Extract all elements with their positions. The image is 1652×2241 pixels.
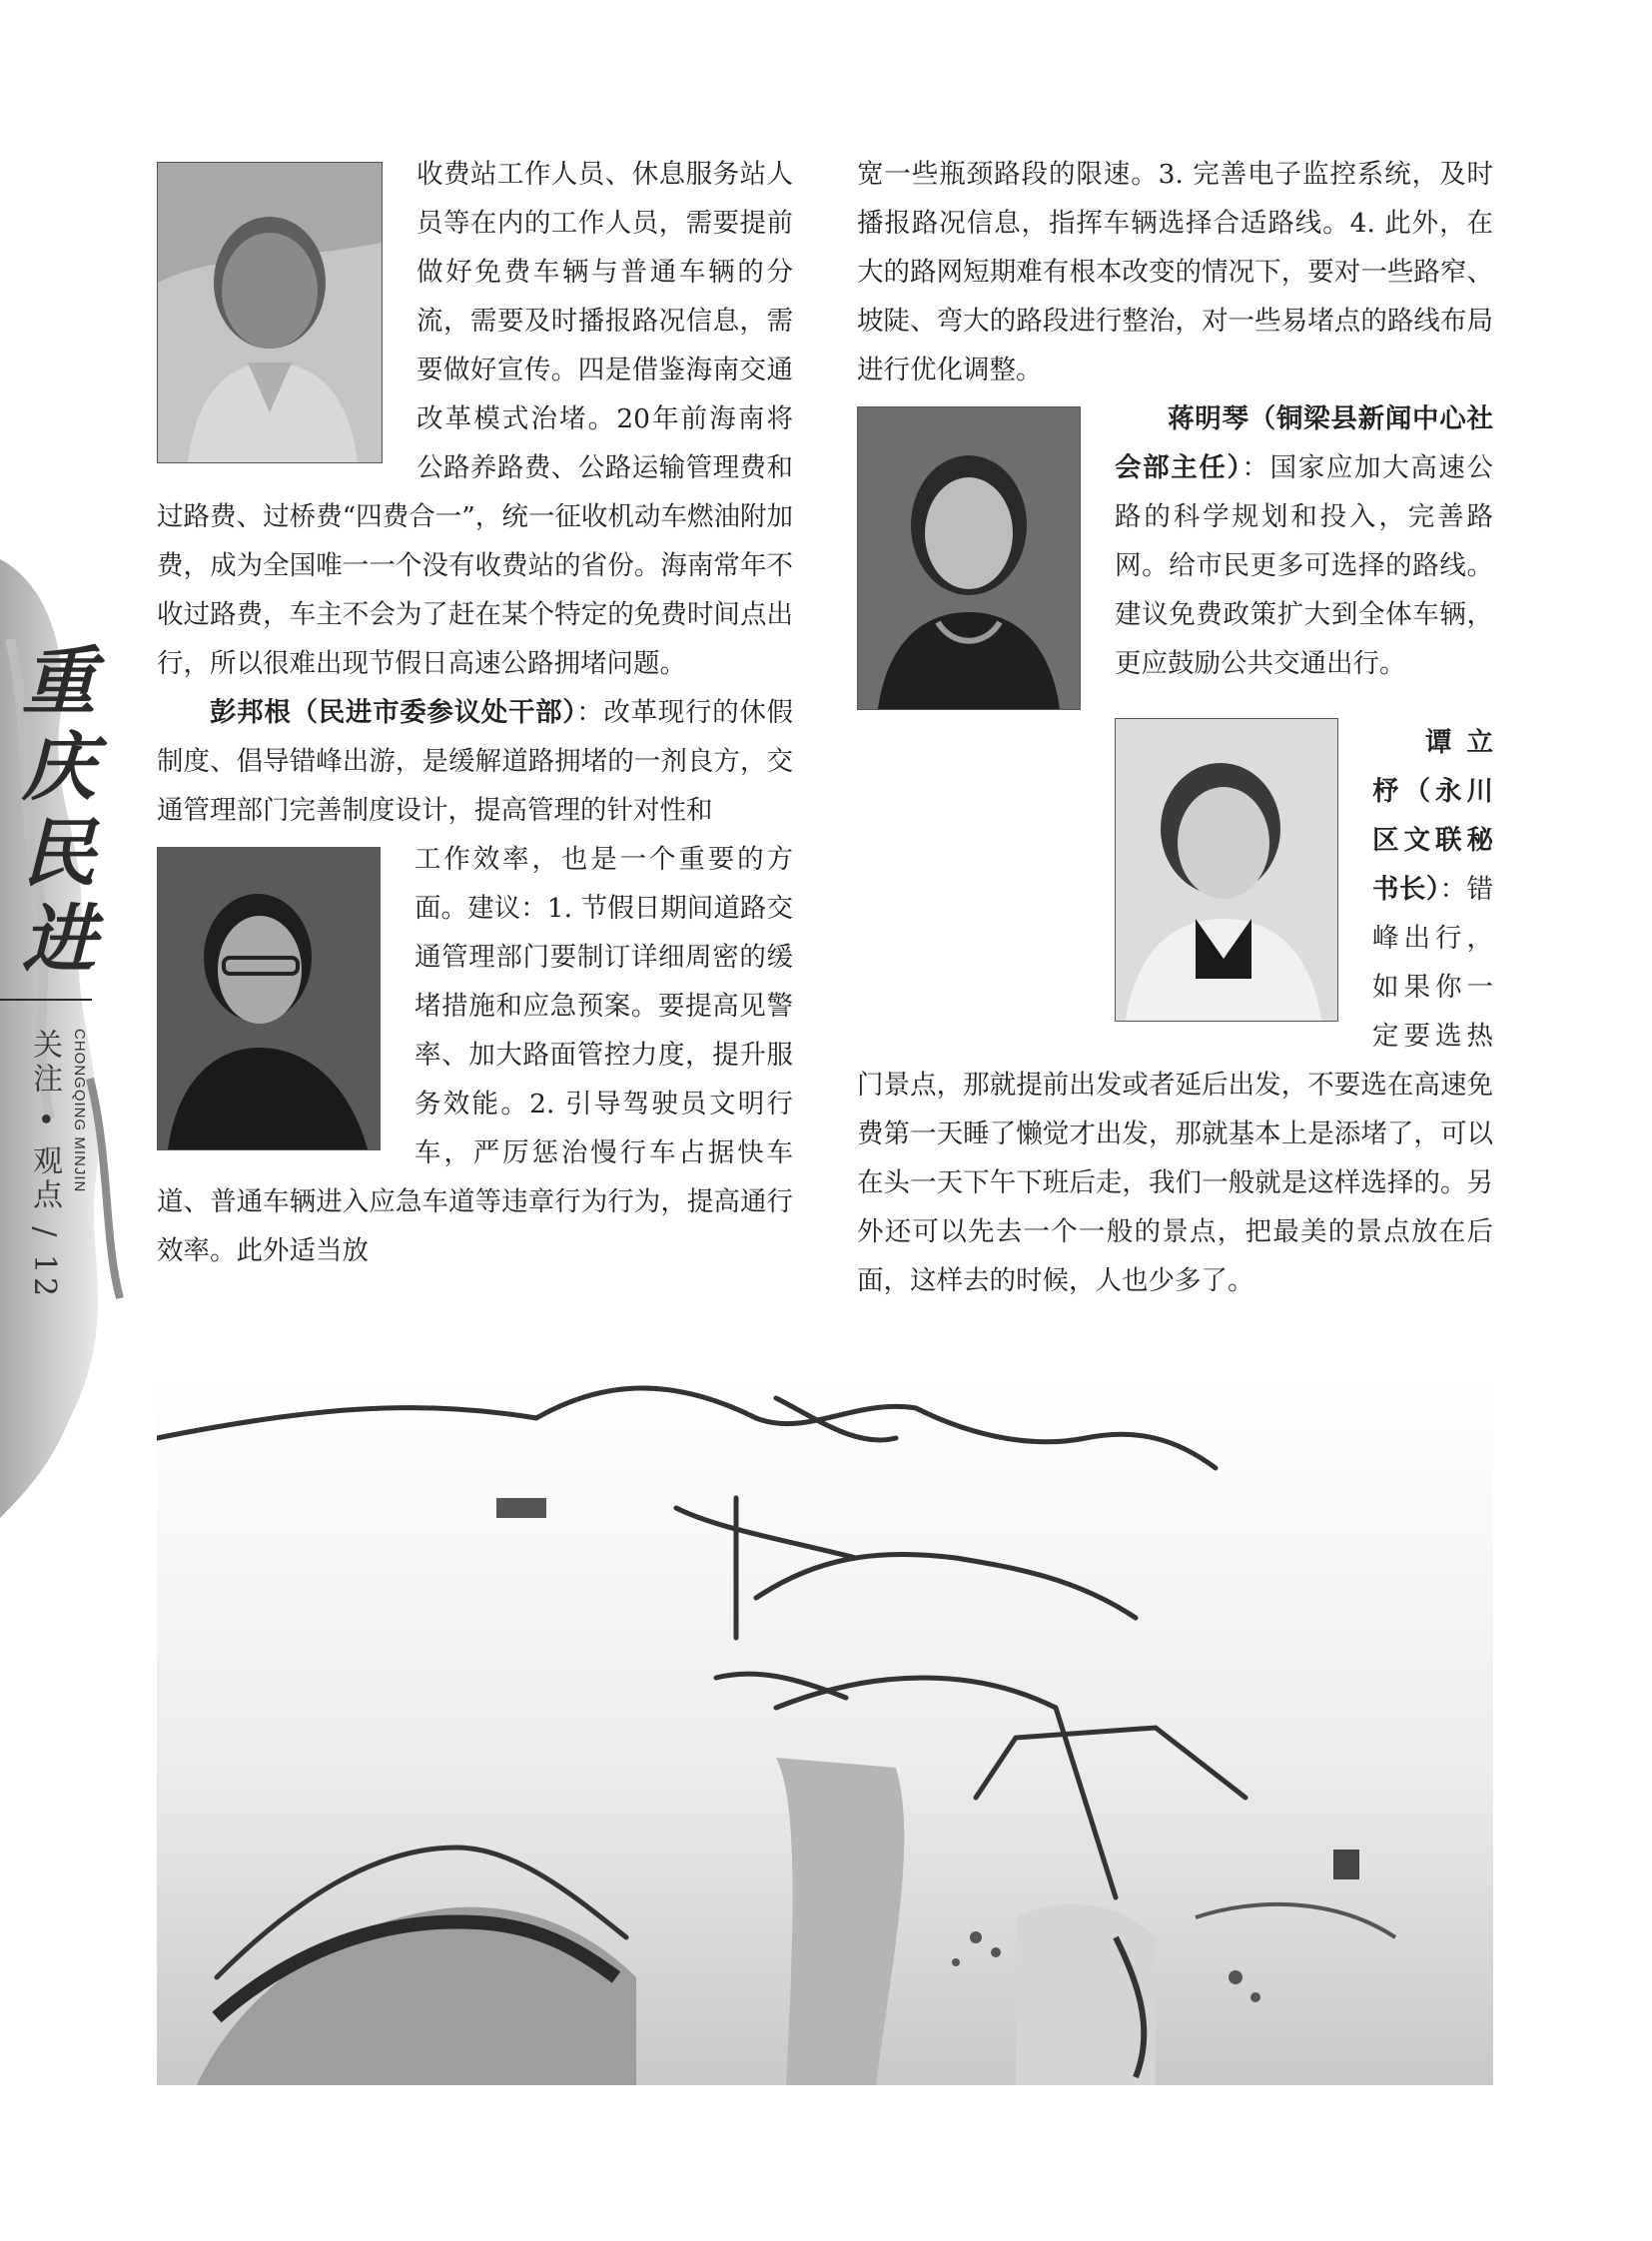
magazine-masthead (14, 639, 104, 983)
portrait-illustration (858, 407, 1080, 709)
masthead-char: 庆 (22, 725, 96, 811)
speaker-name-tan: 谭立杼（永川区文联秘书长） (1372, 727, 1493, 905)
portrait-photo-man-2 (157, 847, 381, 1150)
masthead-rule (0, 999, 92, 1001)
speaker-name-jiang: 蒋明琴（铜梁县新闻中心社会部主任） (1115, 403, 1493, 483)
paragraph-right-1: 宽一些瓶颈路段的限速。3. 完善电子监控系统，及时播报路况信息，指挥车辆选择合适路线。4. 此外，在大的路网短期难有根本改变的情况下，要对一些路窄、坡陡、弯大的路段进行整治，对一些易堵点的路线布局进行优化调整。 (857, 159, 1493, 385)
portrait-illustration (158, 163, 382, 462)
portrait-photo-man-1 (157, 162, 383, 463)
portrait-illustration (1116, 719, 1337, 1021)
masthead-char: 重 (22, 639, 96, 725)
speaker-text-tan: ：错峰出行，如果你一定要选热门景点，那就提前出发或者延后出发，不要选在高速免费第一天睡了懒觉才出发，那就基本上是添堵了，可以在头一天下午下班后走，我们一般就是这样选择的。另外还可以先去一个一般的景点，把最美的景点放在后面，这样去的时候，人也少多了。 (857, 874, 1493, 1296)
ink-wash-village-illustration (157, 1378, 1493, 2085)
speaker-name-peng: 彭邦根（民进市委参议处干部） (210, 697, 577, 728)
article-column-left (157, 150, 793, 1275)
speaker-text-peng-continued: 工作效率，也是一个重要的方面。建议：1. 节假日期间道路交通管理部门要制订详细周密的缓堵措施和应急预案。要提高见警率、加大路面管控力度，提升服务效能。2. 引导驾驶员文明行车，严厉惩治慢行车占据快车道、普通车辆进入应急车道等违章行为行为，提高通行效率。此外适当放 (157, 844, 793, 1266)
speaker-text-jiang: ：国家应加大高速公路的科学规划和投入，完善路网。给市民更多可选择的路线。建议免费政策扩大到全体车辆，更应鼓励公共交通出行。 (1115, 452, 1494, 679)
paragraph-left-1: 收费站工作人员、休息服务站人员等在内的工作人员，需要提前做好免费车辆与普通车辆的分流，需要及时播报路况信息，需要做好宣传。四是借鉴海南交通改革模式治堵。20年前海南将公路养路费、公路运输管理费和过路费、过桥费“四费合一”，统一征收机动车燃油附加费，成为全国唯一一个没有收费站的省份。海南常年不收过路费，车主不会为了赶在某个特定的免费时间点出行，所以很难出现节假日高速公路拥堵问题。 (157, 159, 793, 679)
speaker-text-peng-intro: ：改革现行的休假制度、倡导错峰出游，是缓解道路拥堵的一剂良方，交通管理部门完善制度设计，提高管理的针对性和 (157, 697, 794, 826)
portrait-photo-woman-2 (1115, 718, 1338, 1022)
section-page-label: 关注 • 观点 / 12 (27, 1029, 62, 1301)
masthead-char: 民 (22, 811, 96, 897)
masthead-char: 进 (22, 897, 96, 983)
article-column-right (857, 150, 1493, 1305)
portrait-illustration (158, 848, 380, 1149)
portrait-photo-woman-1 (857, 406, 1081, 710)
section-roman-label: CHONGQING MINJIN (71, 1029, 88, 1193)
